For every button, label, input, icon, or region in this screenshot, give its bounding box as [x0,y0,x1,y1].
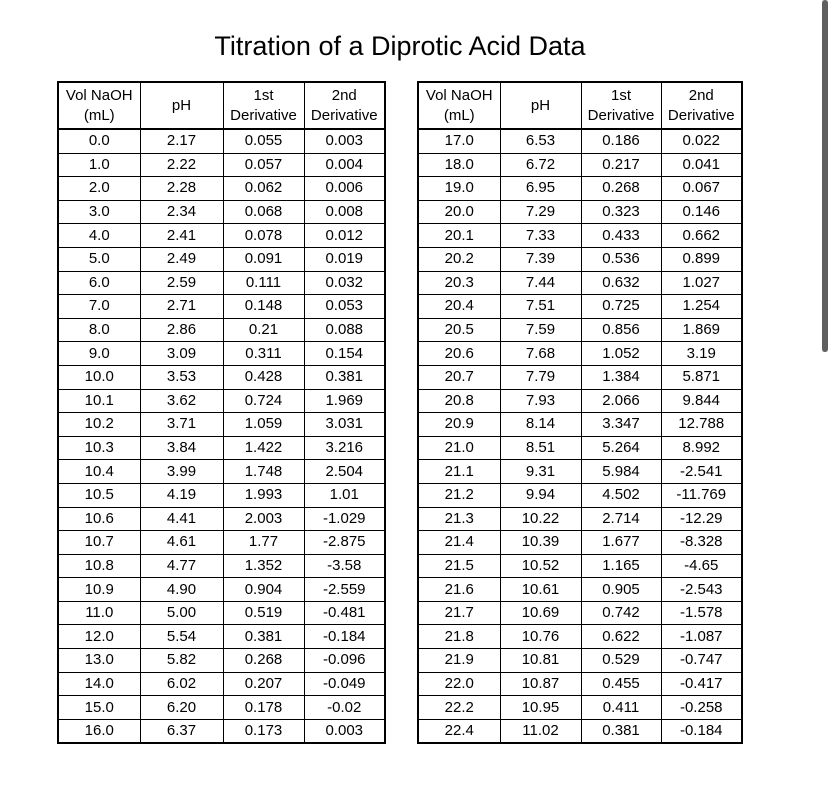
table-row [418,507,742,531]
table-row [418,342,742,366]
second-derivative-cell: 0.053 [304,295,385,319]
ph-cell: 10.61 [500,578,581,602]
first-derivative-cell: 1.059 [223,413,304,437]
ph-cell: 2.41 [140,224,223,248]
header-row [418,82,742,129]
table-row [58,672,385,696]
header-second-derivative [661,82,742,129]
second-derivative-cell: -2.543 [661,578,742,602]
header-vol-line1: Vol NaOH [65,86,133,104]
second-derivative-cell: -8.328 [661,531,742,555]
ph-cell: 2.59 [140,271,223,295]
vol-cell: 10.3 [58,436,140,460]
table-row [58,436,385,460]
vol-cell: 10.8 [58,554,140,578]
first-derivative-cell: 0.632 [581,271,661,295]
table-row [58,365,385,389]
second-derivative-cell: -0.747 [661,649,742,673]
first-derivative-cell: 0.057 [223,153,304,177]
ph-cell: 4.90 [140,578,223,602]
table-row [418,177,742,201]
first-derivative-cell: 0.078 [223,224,304,248]
vol-cell: 21.5 [418,554,500,578]
ph-cell: 3.53 [140,365,223,389]
vol-cell: 18.0 [418,153,500,177]
second-derivative-cell: 0.004 [304,153,385,177]
table-row [418,649,742,673]
ph-cell: 6.72 [500,153,581,177]
vol-cell: 7.0 [58,295,140,319]
second-derivative-cell: 0.003 [304,719,385,743]
second-derivative-cell: 1.869 [661,318,742,342]
ph-cell: 6.95 [500,177,581,201]
ph-cell: 10.69 [500,601,581,625]
vol-cell: 10.7 [58,531,140,555]
second-derivative-cell: 0.146 [661,200,742,224]
vol-cell: 20.1 [418,224,500,248]
vol-cell: 20.6 [418,342,500,366]
first-derivative-cell: 0.311 [223,342,304,366]
first-derivative-cell: 0.856 [581,318,661,342]
table-row [58,578,385,602]
vol-cell: 10.9 [58,578,140,602]
first-derivative-cell: 2.003 [223,507,304,531]
header-d2-line2: Derivative [667,106,735,124]
ph-cell: 5.00 [140,601,223,625]
second-derivative-cell: -3.58 [304,554,385,578]
ph-cell: 10.52 [500,554,581,578]
header-first-derivative [581,82,661,129]
vol-cell: 3.0 [58,200,140,224]
ph-cell: 7.93 [500,389,581,413]
header-row [58,82,385,129]
second-derivative-cell: -1.087 [661,625,742,649]
table-row [58,531,385,555]
first-derivative-cell: 0.323 [581,200,661,224]
ph-cell: 3.71 [140,413,223,437]
table-row [58,719,385,743]
table-row [58,460,385,484]
ph-cell: 3.62 [140,389,223,413]
page-title: Titration of a Diprotic Acid Data [214,31,586,61]
ph-cell: 9.31 [500,460,581,484]
vol-cell: 8.0 [58,318,140,342]
vol-cell: 21.9 [418,649,500,673]
ph-cell: 2.86 [140,318,223,342]
ph-cell: 7.68 [500,342,581,366]
vol-cell: 21.1 [418,460,500,484]
first-derivative-cell: 1.352 [223,554,304,578]
second-derivative-cell: -2.875 [304,531,385,555]
second-derivative-cell: 1.969 [304,389,385,413]
table-row [58,649,385,673]
header-d1-line1: 1st [253,86,274,104]
ph-cell: 2.22 [140,153,223,177]
vol-cell: 10.6 [58,507,140,531]
second-derivative-cell: -0.096 [304,649,385,673]
ph-cell: 7.39 [500,247,581,271]
second-derivative-cell: -0.417 [661,672,742,696]
first-derivative-cell: 5.264 [581,436,661,460]
first-derivative-cell: 0.068 [223,200,304,224]
ph-cell: 4.77 [140,554,223,578]
first-derivative-cell: 5.984 [581,460,661,484]
table-row [58,224,385,248]
table-row [418,153,742,177]
second-derivative-cell: -2.559 [304,578,385,602]
first-derivative-cell: 4.502 [581,483,661,507]
vol-cell: 22.2 [418,696,500,720]
table-row [58,200,385,224]
second-derivative-cell: 3.19 [661,342,742,366]
header-d1-line2: Derivative [587,106,655,124]
vol-cell: 16.0 [58,719,140,743]
table-row [418,672,742,696]
first-derivative-cell: 0.207 [223,672,304,696]
table-row [418,460,742,484]
first-derivative-cell: 1.748 [223,460,304,484]
header-vol-line2: (mL) [443,106,475,124]
second-derivative-cell: 1.01 [304,483,385,507]
header-vol [58,82,140,129]
second-derivative-cell: -4.65 [661,554,742,578]
scrollbar-track[interactable] [822,0,828,352]
vol-cell: 21.0 [418,436,500,460]
table-row [418,200,742,224]
header-d2-line1: 2nd [688,86,714,104]
table-row [58,318,385,342]
ph-cell: 5.54 [140,625,223,649]
table-row [418,578,742,602]
ph-cell: 10.22 [500,507,581,531]
ph-cell: 8.14 [500,413,581,437]
second-derivative-cell: -0.02 [304,696,385,720]
first-derivative-cell: 0.186 [581,129,661,153]
table-row [58,696,385,720]
first-derivative-cell: 0.111 [223,271,304,295]
table-row [418,696,742,720]
table-row [418,601,742,625]
table-row [58,271,385,295]
first-derivative-cell: 0.268 [581,177,661,201]
ph-cell: 4.61 [140,531,223,555]
first-derivative-cell: 0.381 [223,625,304,649]
header-d2-line2: Derivative [310,106,378,124]
first-derivative-cell: 2.714 [581,507,661,531]
header-d1-line2: Derivative [230,106,297,124]
first-derivative-cell: 1.052 [581,342,661,366]
table-row [58,247,385,271]
first-derivative-cell: 2.066 [581,389,661,413]
header-vol [418,82,500,129]
table-row [418,295,742,319]
header-ph: pH [140,82,223,129]
vol-cell: 22.0 [418,672,500,696]
vol-cell: 6.0 [58,271,140,295]
ph-cell: 7.29 [500,200,581,224]
first-derivative-cell: 0.433 [581,224,661,248]
second-derivative-cell: 0.662 [661,224,742,248]
vol-cell: 10.1 [58,389,140,413]
second-derivative-cell: -12.29 [661,507,742,531]
second-derivative-cell: 0.154 [304,342,385,366]
vol-cell: 0.0 [58,129,140,153]
vol-cell: 21.4 [418,531,500,555]
table-row [58,413,385,437]
first-derivative-cell: 0.724 [223,389,304,413]
second-derivative-cell: 0.012 [304,224,385,248]
vol-cell: 2.0 [58,177,140,201]
ph-cell: 8.51 [500,436,581,460]
vol-cell: 12.0 [58,625,140,649]
second-derivative-cell: -0.184 [304,625,385,649]
first-derivative-cell: 0.455 [581,672,661,696]
second-derivative-cell: 0.006 [304,177,385,201]
header-vol-line1: Vol NaOH [425,86,493,104]
first-derivative-cell: 1.165 [581,554,661,578]
first-derivative-cell: 0.268 [223,649,304,673]
ph-cell: 4.41 [140,507,223,531]
table-row [58,483,385,507]
vol-cell: 15.0 [58,696,140,720]
header-d2-line1: 2nd [331,86,357,104]
second-derivative-cell: 3.216 [304,436,385,460]
ph-cell: 6.37 [140,719,223,743]
table-row [418,271,742,295]
table-row [418,436,742,460]
table-row [418,129,742,153]
second-derivative-cell: -0.184 [661,719,742,743]
first-derivative-cell: 0.148 [223,295,304,319]
table-row [58,601,385,625]
first-derivative-cell: 0.381 [581,719,661,743]
ph-cell: 11.02 [500,719,581,743]
first-derivative-cell: 0.055 [223,129,304,153]
first-derivative-cell: 0.21 [223,318,304,342]
first-derivative-cell: 1.993 [223,483,304,507]
header-d1-line1: 1st [610,86,631,104]
table-row [418,365,742,389]
ph-cell: 7.59 [500,318,581,342]
first-derivative-cell: 0.411 [581,696,661,720]
vol-cell: 20.9 [418,413,500,437]
vol-cell: 21.3 [418,507,500,531]
ph-cell: 10.76 [500,625,581,649]
second-derivative-cell: 0.381 [304,365,385,389]
second-derivative-cell: 3.031 [304,413,385,437]
data-table-right [417,81,743,744]
second-derivative-cell: 0.022 [661,129,742,153]
vol-cell: 14.0 [58,672,140,696]
first-derivative-cell: 0.725 [581,295,661,319]
second-derivative-cell: 0.041 [661,153,742,177]
second-derivative-cell: 0.008 [304,200,385,224]
ph-cell: 7.51 [500,295,581,319]
vol-cell: 20.0 [418,200,500,224]
table-row [58,342,385,366]
table-row [58,625,385,649]
second-derivative-cell: -1.029 [304,507,385,531]
table-row [418,554,742,578]
table-row [418,625,742,649]
first-derivative-cell: 1.384 [581,365,661,389]
first-derivative-cell: 0.529 [581,649,661,673]
ph-cell: 10.95 [500,696,581,720]
second-derivative-cell: -0.481 [304,601,385,625]
table-row [418,247,742,271]
vol-cell: 21.8 [418,625,500,649]
second-derivative-cell: 2.504 [304,460,385,484]
ph-cell: 7.79 [500,365,581,389]
header-first-derivative [223,82,304,129]
first-derivative-cell: 1.677 [581,531,661,555]
ph-cell: 3.09 [140,342,223,366]
first-derivative-cell: 0.062 [223,177,304,201]
second-derivative-cell: 0.032 [304,271,385,295]
first-derivative-cell: 0.519 [223,601,304,625]
vol-cell: 17.0 [418,129,500,153]
vol-cell: 1.0 [58,153,140,177]
vol-cell: 19.0 [418,177,500,201]
table-row [58,295,385,319]
vol-cell: 20.8 [418,389,500,413]
table-row [418,719,742,743]
vol-cell: 20.5 [418,318,500,342]
ph-cell: 2.28 [140,177,223,201]
ph-cell: 7.33 [500,224,581,248]
first-derivative-cell: 0.904 [223,578,304,602]
header-second-derivative [304,82,385,129]
second-derivative-cell: 5.871 [661,365,742,389]
ph-cell: 3.99 [140,460,223,484]
second-derivative-cell: -1.578 [661,601,742,625]
vol-cell: 20.7 [418,365,500,389]
scrollbar-thumb[interactable] [822,0,828,352]
data-table-left [57,81,386,744]
second-derivative-cell: 1.254 [661,295,742,319]
ph-cell: 4.19 [140,483,223,507]
first-derivative-cell: 0.905 [581,578,661,602]
first-derivative-cell: 0.622 [581,625,661,649]
vol-cell: 13.0 [58,649,140,673]
vol-cell: 21.6 [418,578,500,602]
vol-cell: 21.2 [418,483,500,507]
vol-cell: 5.0 [58,247,140,271]
second-derivative-cell: -0.258 [661,696,742,720]
header-vol-line2: (mL) [83,106,115,124]
ph-cell: 6.20 [140,696,223,720]
vol-cell: 10.2 [58,413,140,437]
table-row [58,153,385,177]
second-derivative-cell: 9.844 [661,389,742,413]
second-derivative-cell: 0.003 [304,129,385,153]
header-ph: pH [500,82,581,129]
second-derivative-cell: 0.019 [304,247,385,271]
first-derivative-cell: 0.428 [223,365,304,389]
ph-cell: 2.17 [140,129,223,153]
second-derivative-cell: 8.992 [661,436,742,460]
ph-cell: 6.53 [500,129,581,153]
vol-cell: 20.2 [418,247,500,271]
first-derivative-cell: 0.091 [223,247,304,271]
ph-cell: 2.34 [140,200,223,224]
ph-cell: 5.82 [140,649,223,673]
ph-cell: 2.71 [140,295,223,319]
second-derivative-cell: 0.088 [304,318,385,342]
ph-cell: 10.81 [500,649,581,673]
second-derivative-cell: -0.049 [304,672,385,696]
first-derivative-cell: 1.422 [223,436,304,460]
table-row [58,129,385,153]
first-derivative-cell: 1.77 [223,531,304,555]
table-row [418,224,742,248]
vol-cell: 20.3 [418,271,500,295]
first-derivative-cell: 0.217 [581,153,661,177]
table-row [418,389,742,413]
ph-cell: 9.94 [500,483,581,507]
table-row [418,483,742,507]
vol-cell: 21.7 [418,601,500,625]
vol-cell: 22.4 [418,719,500,743]
first-derivative-cell: 0.173 [223,719,304,743]
second-derivative-cell: 0.067 [661,177,742,201]
vol-cell: 20.4 [418,295,500,319]
ph-cell: 2.49 [140,247,223,271]
table-row [58,177,385,201]
ph-cell: 7.44 [500,271,581,295]
vol-cell: 9.0 [58,342,140,366]
table-row [418,531,742,555]
first-derivative-cell: 0.178 [223,696,304,720]
table-row [58,507,385,531]
table-row [418,318,742,342]
table-row [418,413,742,437]
second-derivative-cell: -2.541 [661,460,742,484]
first-derivative-cell: 0.742 [581,601,661,625]
vol-cell: 10.0 [58,365,140,389]
vol-cell: 4.0 [58,224,140,248]
second-derivative-cell: 0.899 [661,247,742,271]
ph-cell: 10.39 [500,531,581,555]
ph-cell: 6.02 [140,672,223,696]
vol-cell: 10.4 [58,460,140,484]
table-row [58,554,385,578]
second-derivative-cell: 12.788 [661,413,742,437]
vol-cell: 10.5 [58,483,140,507]
table-row [58,389,385,413]
second-derivative-cell: -11.769 [661,483,742,507]
vol-cell: 11.0 [58,601,140,625]
ph-cell: 3.84 [140,436,223,460]
first-derivative-cell: 3.347 [581,413,661,437]
first-derivative-cell: 0.536 [581,247,661,271]
ph-cell: 10.87 [500,672,581,696]
second-derivative-cell: 1.027 [661,271,742,295]
